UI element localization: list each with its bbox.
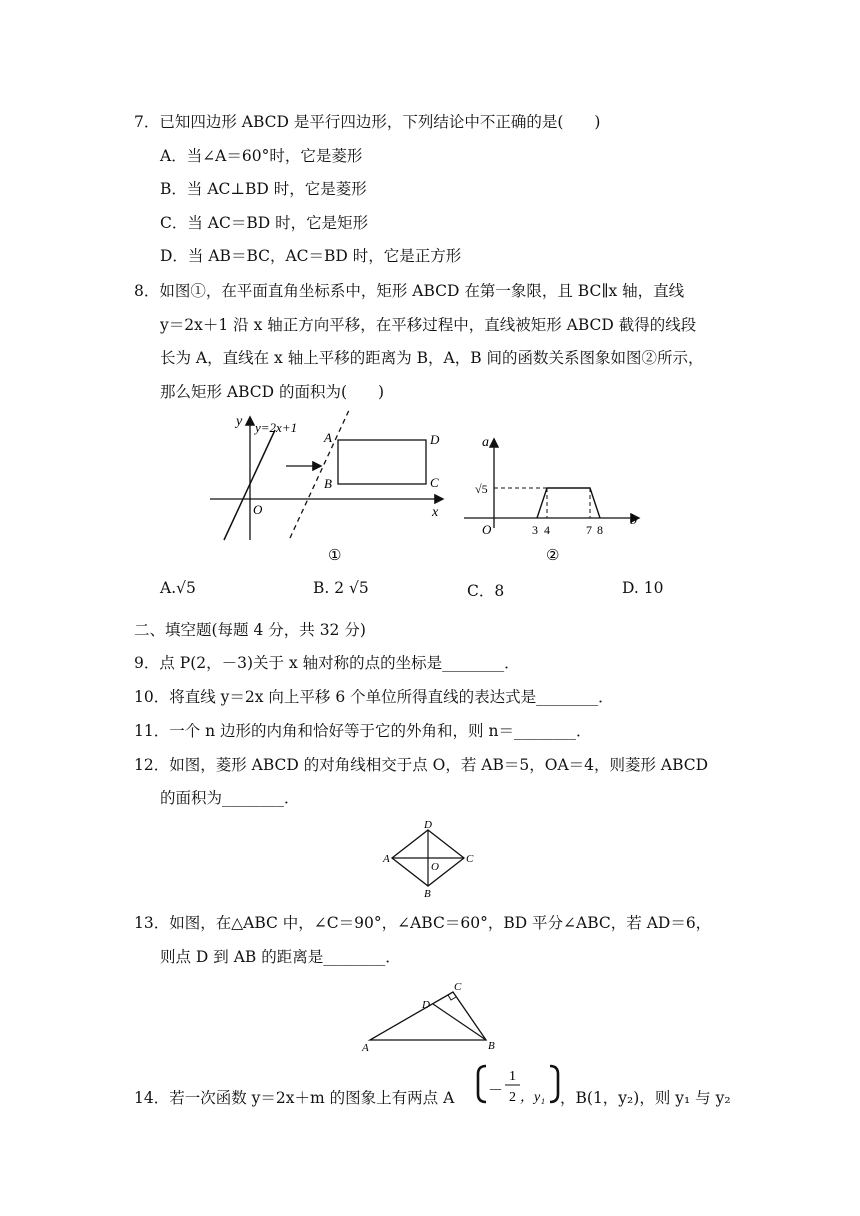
- fig2-y-label: a: [482, 435, 489, 450]
- q7-option-b: B．当 AC⊥BD 时，它是菱形: [160, 180, 367, 198]
- right-bracket: [550, 1066, 558, 1102]
- rhombus-label-c: C: [466, 853, 474, 865]
- triangle-label-b: B: [488, 1040, 495, 1052]
- q14-prefix: 14．若一次函数 y＝2x＋m 的图象上有两点 A: [134, 1089, 455, 1107]
- fig2-caption: ②: [546, 548, 560, 564]
- q7-stem: 7．已知四边形 ABCD 是平行四边形，下列结论中不正确的是( ): [134, 113, 601, 131]
- shifted-line: [290, 408, 350, 538]
- q8-line4: 那么矩形 ABCD 的面积为( ): [160, 383, 385, 401]
- fraction-numerator: 1: [509, 1069, 516, 1084]
- q8-option-a: A.√5: [160, 579, 196, 597]
- rhombus-label-a: A: [383, 853, 390, 865]
- fig2-x-tick-8: 8: [597, 523, 603, 537]
- q13-line2: 则点 D 到 AB 的距离是________．: [160, 948, 401, 966]
- fig1-label-d: D: [430, 432, 440, 447]
- fig2-y-tick-sqrt5: √5: [475, 482, 488, 496]
- rectangle-abcd: [338, 440, 426, 484]
- fig2-x-tick-4: 4: [544, 523, 550, 537]
- q12-line2: 的面积为________．: [160, 789, 300, 807]
- fig1-y-label: y: [236, 414, 243, 429]
- fig2-x-tick-7: 7: [586, 523, 592, 537]
- q10: 10．将直线 y＝2x 向上平移 6 个单位所得直线的表达式是________．: [134, 688, 614, 706]
- fig2-x-label: b: [630, 513, 637, 528]
- q8-line1: 8．如图①，在平面直角坐标系中，矩形 ABCD 在第一象限，且 BC∥x 轴，直线: [134, 282, 685, 300]
- y1-label: ，y₁: [520, 1090, 546, 1105]
- q8-figure-1: [210, 408, 450, 568]
- q11: 11．一个 n 边形的内角和恰好等于它的外角和，则 n＝________．: [134, 722, 592, 740]
- q7-option-c: C．当 AC＝BD 时，它是矩形: [160, 214, 369, 232]
- fig1-x-label: x: [432, 505, 439, 520]
- q13-triangle-figure: [356, 978, 516, 1056]
- q13-line1: 13．如图，在△ABC 中，∠C＝90°，∠ABC＝60°，BD 平分∠ABC，若 AD＝6，: [134, 914, 712, 932]
- fig1-label-c: C: [430, 475, 439, 490]
- q9: 9．点 P(2，－3)关于 x 轴对称的点的坐标是________．: [134, 654, 520, 672]
- triangle-label-c: C: [454, 981, 462, 993]
- fig1-label-a: A: [324, 430, 332, 445]
- q8-option-b: B. 2 √5: [313, 579, 369, 597]
- minus-sign: －: [488, 1083, 504, 1099]
- fig1-line-label: y=2x+1: [255, 420, 298, 435]
- q14-suffix: ，B(1，y₂)，则 y₁ 与 y₂: [560, 1089, 731, 1107]
- fig1-caption: ①: [328, 548, 342, 564]
- fraction-denominator: 2: [509, 1090, 516, 1105]
- rhombus-label-o: O: [431, 861, 439, 873]
- left-bracket: [478, 1066, 486, 1102]
- q12-rhombus-figure: [380, 818, 480, 898]
- trapezoid-graph: [537, 488, 600, 518]
- rhombus-label-d: D: [424, 819, 432, 831]
- q8-line2: y＝2x＋1 沿 x 轴正方向平移，在平移过程中，直线被矩形 ABCD 截得的线段: [160, 316, 697, 334]
- bisector-bd: [433, 1004, 486, 1040]
- fig1-origin: O: [253, 502, 263, 517]
- q7-option-a: A．当∠A＝60°时，它是菱形: [160, 147, 363, 165]
- q8-line3: 长为 A，直线在 x 轴上平移的距离为 B，A，B 间的函数关系图象如图②所示，: [160, 349, 704, 367]
- fig2-origin: O: [482, 522, 492, 537]
- q8-option-c: C．8: [467, 582, 505, 600]
- q12-line1: 12．如图，菱形 ABCD 的对角线相交于点 O，若 AB＝5，OA＝4，则菱形 ABCD: [134, 756, 709, 774]
- section-heading: 二、填空题(每题 4 分，共 32 分): [134, 621, 366, 639]
- fig2-x-tick-3: 3: [532, 523, 538, 537]
- q14-point-a-coords: [476, 1060, 560, 1108]
- rhombus-label-b: B: [424, 888, 431, 898]
- q7-option-d: D．当 AB＝BC，AC＝BD 时，它是正方形: [160, 247, 462, 265]
- triangle-label-d: D: [422, 999, 430, 1011]
- fig1-label-b: B: [324, 476, 332, 491]
- triangle-label-a: A: [362, 1042, 369, 1054]
- q8-figure-2: [458, 430, 648, 568]
- q8-option-d: D. 10: [622, 579, 664, 597]
